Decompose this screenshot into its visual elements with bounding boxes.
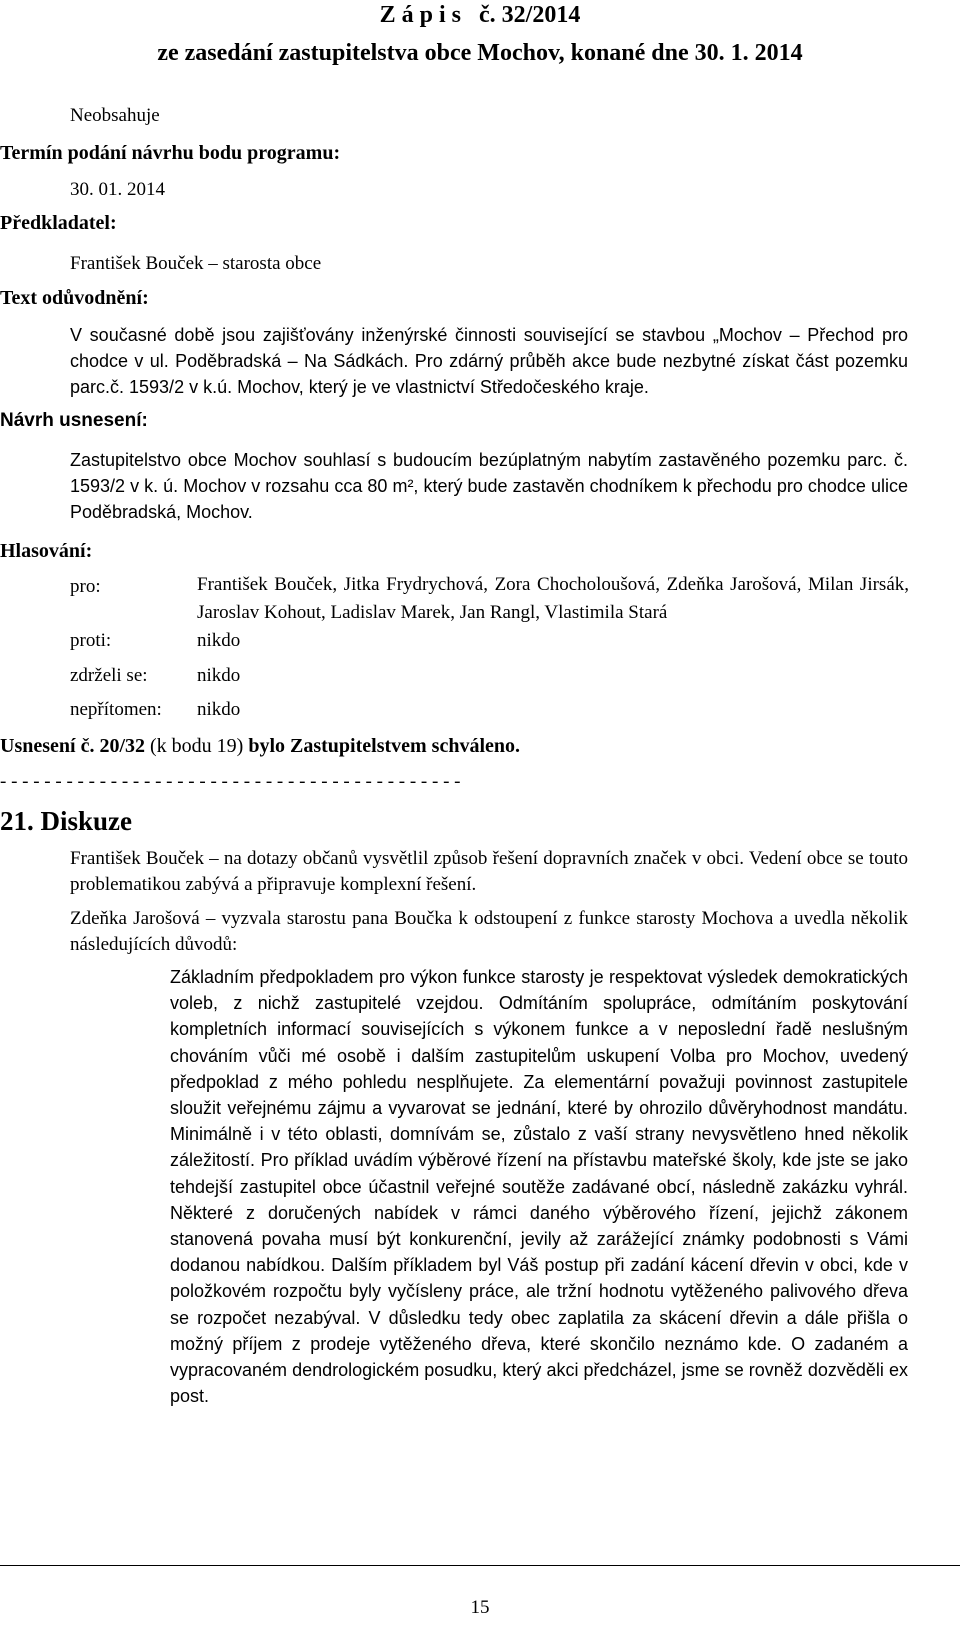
paragraph-jarosova (70, 906, 908, 958)
page-number: 15 (470, 1597, 490, 1618)
document-title: Z á p i s č. 32/2014 (379, 2, 581, 28)
hlasovani-label: Hlasování: (0, 540, 93, 562)
footer-divider (0, 1565, 960, 1566)
navrh-label: Návrh usnesení: (0, 410, 148, 431)
section-title: 21. Diskuze (0, 806, 133, 836)
predkladatel-value: František Bouček – starosta obce (70, 253, 322, 274)
jarosova-quote: Základním předpokladem pro výkon funkce starosty je respektovat výsledek demokratických voleb, z nichž zastupitelé vzejdou. Odmítáním spolupráce, odmítáním poskytování kompletních informací souvisejících s výkonem funkce a v neposlední řadě neslušným chováním vůči mé osobě i dalším zastupitelům uskupení Volba pro Mochov, uvedený předpoklad z mého pohledu nesplňujete. Za elementární považuji povinnost zastupitele sloužit veřejnému zájmu a vyvarovat se jednání, které by ohrozilo důvěryhodnost mandátu. Minimálně i v této oblasti, domnívám se, zůstalo z vaší strany nevysvětleno hned několik záležitostí. Pro příklad uvádím výběrové řízení na přístavbu mateřské školy, kde jste se jako tehdejší zastupitel obce účastnil veřejné soutěže zadávané obcí, následně zakázku vyhrál. Některé z doručených nabídek v rámci daného výběrového řízení, jejichž zákonem stanovená povaha musí být konkurenční, jevily až zarážející známky podobnosti s Vámi dodanou nabídkou. Dalším příkladem byl Váš postup při zadání kácení dřevin v obci, kde v položkovém rozpočtu byly vyčísleny práce, ale tržní hodnotu vytěženého palivového dřeva se rozpočet nezabýval. V důsledku tedy obec zaplatila za skácení dřevin a dále přišla o možný příjem z prodeje vytěženého dřeva, které skončilo neznámo kde. O zadaném a vypracovaném dendrologickém posudku, který akci předcházel, jsme se rovněž dozvěděli ex post. (170, 967, 908, 1407)
paragraph-jarosova-text: – vyzvala starostu pana Boučka k odstoupení z funkce starosty Mochova a uvedla několik následujících důvodů: (70, 908, 908, 955)
navrh-text: Zastupitelstvo obce Mochov souhlasí s budoucím bezúplatným nabytím zastavěného pozemku parc. č. 1593/2 v k. ú. Mochov v rozsahu cca 80 m², který bude zastavěn chodníkem k přechodu pro chodce ulice Poděbradská, Mochov. (70, 450, 908, 522)
neobsahuje-text: Neobsahuje (70, 105, 160, 126)
vote-value-proti: nikdo (197, 630, 241, 651)
termin-label: Termín podání návrhu bodu programu: (0, 142, 341, 164)
vote-value-nepritomen: nikdo (197, 699, 241, 720)
paragraph-boucek (70, 846, 908, 898)
vote-value-zdrzeli: nikdo (197, 665, 241, 686)
termin-value: 30. 01. 2014 (70, 179, 165, 200)
vote-label-proti: proti: (70, 630, 112, 651)
oduvodneni-label: Text odůvodnění: (0, 287, 149, 309)
separator-line: - - - - - - - - - - - - - - - - - - - - - - - - - - - - - - - - - - - - - - - - - - (0, 771, 461, 792)
speaker-jarosova: Zdeňka Jarošová (70, 908, 200, 929)
usneseni-line (0, 734, 520, 758)
vote-label-zdrzeli: zdrželi se: (70, 665, 148, 686)
document-subtitle: ze zasedání zastupitelstva obce Mochov, konané dne 30. 1. 2014 (157, 40, 803, 66)
paragraph-boucek-text: – na dotazy občanů vysvětlil způsob řešení dopravních značek v obci. Vedení obce se touto problematikou zabývá a připravuje komplexní řešení. (70, 848, 908, 895)
vote-value-pro: František Bouček, Jitka Frydrychová, Zora Chocholoušová, Zdeňka Jarošová, Milan Jirsák, Jaroslav Kohout, Ladislav Marek, Jan Rangl, Vlastimila Stará (197, 574, 909, 623)
usneseni-ref: (k bodu 19) (145, 735, 249, 757)
usneseni-result: bylo Zastupitelstvem schváleno. (248, 735, 521, 757)
predkladatel-label: Předkladatel: (0, 212, 117, 234)
oduvodneni-text: V současné době jsou zajišťovány inženýrské činnosti související se stavbou „Mochov – Přechod pro chodce v ul. Poděbradská – Na Sádkách. Pro zdárný průběh akce bude nezbytné získat část pozemku parc.č. 1593/2 v k.ú. Mochov, který je ve vlastnictví Středočeského kraje. (70, 325, 908, 397)
vote-label-nepritomen: nepřítomen: (70, 699, 162, 720)
speaker-boucek: František Bouček (70, 848, 204, 869)
vote-label-pro: pro: (70, 576, 101, 597)
usneseni-number: Usnesení č. 20/32 (0, 735, 145, 757)
